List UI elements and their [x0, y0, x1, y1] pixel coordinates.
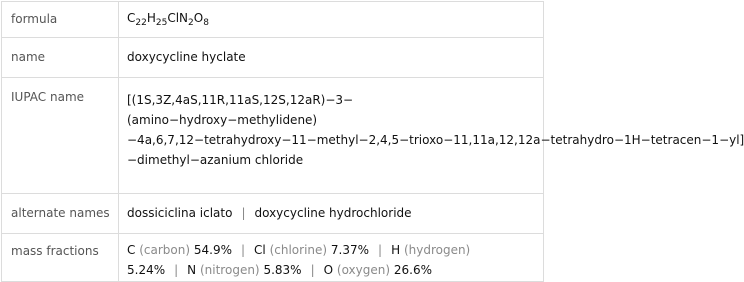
mass-fraction-item-value: 5.24% [127, 263, 166, 277]
mass-fraction-item: C (carbon) 54.9% [127, 243, 232, 257]
mass-fraction-item: H (hydrogen) [391, 243, 471, 257]
alternate-name: dossiciclina iclato [127, 206, 233, 220]
alternate-names-value [119, 194, 544, 234]
mass-fractions-list [127, 240, 537, 280]
mass-fraction-item: N (nitrogen) 5.83% [187, 263, 302, 277]
iupac-value [119, 78, 744, 194]
formula-row [2, 2, 544, 38]
alternate-name: doxycycline hydrochloride [254, 206, 412, 220]
iupac-label: IUPAC name [2, 78, 119, 194]
separator: | [174, 263, 179, 277]
separator: | [241, 206, 246, 220]
alternate-names-label: alternate names [2, 194, 119, 234]
alternate-names-row [2, 194, 544, 234]
separator: | [378, 243, 383, 257]
name-row [2, 38, 544, 78]
properties-table [1, 1, 744, 282]
mass-fractions-label: mass fractions [2, 234, 119, 282]
mass-fraction-item: Cl (chlorine) 7.37% [254, 243, 370, 257]
separator: | [240, 243, 246, 257]
formula-label: formula [2, 2, 119, 38]
mass-fractions-value [119, 234, 544, 282]
name-label: name [2, 38, 119, 78]
formula-value: $C_{22}H_{25}ClN_2O_8$ [119, 2, 544, 38]
mass-fractions-row [2, 234, 544, 282]
iupac-row [2, 78, 544, 194]
separator: | [310, 263, 315, 277]
name-value: doxycycline hyclate [119, 38, 544, 78]
iupac-text: [(1S,3Z,4aS,11R,11aS,12S,12aR)−3−(amino−hydroxy−methylidene)−4a,6,7,12−tetrahydroxy−11−methyl−2,4,5−trioxo−11,11a,12,12a−tetrahydro−1H−tetracen−1−yl]−dimethyl−azanium chloride [127, 93, 744, 167]
mass-fraction-item: O (oxygen) 26.6% [323, 263, 432, 277]
